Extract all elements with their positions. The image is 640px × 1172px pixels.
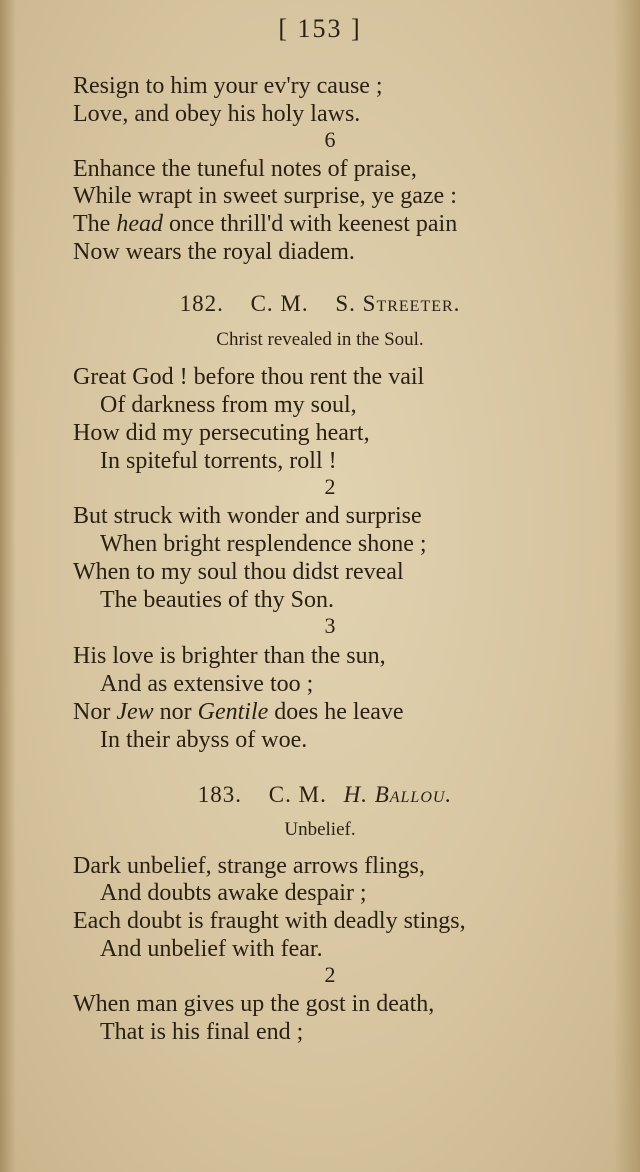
- verse-line: [73, 210, 457, 238]
- text-fragment: does he leave: [268, 699, 404, 725]
- text-fragment: The: [73, 211, 117, 237]
- verse-line: And unbelief with fear.: [100, 936, 323, 962]
- page-edge-left: [0, 0, 16, 1172]
- hymn-number: 182.: [179, 291, 224, 316]
- hymn-subtitle: Christ revealed in the Soul.: [216, 329, 424, 350]
- verse-line: Of darkness from my soul,: [100, 392, 357, 418]
- italic-word: Jew: [116, 699, 154, 725]
- verse-line: When bright resplendence shone ;: [100, 531, 427, 557]
- page-number: [ 153 ]: [278, 14, 362, 43]
- verse-line: That is his final end ;: [100, 1019, 304, 1045]
- page-edge-right: [614, 0, 640, 1172]
- verse-line: Love, and obey his holy laws.: [73, 101, 361, 127]
- italic-word: Gentile: [197, 699, 269, 725]
- italic-word: head: [116, 211, 163, 237]
- verse-number: 6: [324, 127, 336, 152]
- text-fragment: Nor: [73, 699, 117, 725]
- verse-line: Now wears the royal diadem.: [73, 239, 355, 265]
- verse-line: When to my soul thou didst reveal: [73, 559, 404, 585]
- verse-line: In their abyss of woe.: [100, 727, 308, 753]
- verse-line: Great God ! before thou rent the vail: [73, 364, 425, 390]
- verse-line: Enhance the tuneful notes of praise,: [73, 156, 417, 182]
- hymn-heading: [0, 782, 640, 808]
- hymn-heading: [0, 291, 640, 317]
- verse-line: Each doubt is fraught with deadly stings,: [73, 908, 466, 934]
- verse-line: His love is brighter than the sun,: [73, 643, 386, 669]
- verse-line: While wrapt in sweet surprise, ye gaze :: [73, 183, 457, 209]
- hymn-author: H. Ballou.: [343, 782, 453, 807]
- text-fragment: once thrill'd with keenest pain: [162, 211, 458, 237]
- verse-number: 2: [324, 474, 336, 499]
- hymn-number: 183.: [197, 782, 243, 807]
- verse-line: And as extensive too ;: [100, 671, 314, 697]
- verse-line: How did my persecuting heart,: [73, 420, 370, 446]
- verse-line: In spiteful torrents, roll !: [100, 448, 337, 474]
- verse-line: And doubts awake despair ;: [100, 880, 367, 906]
- verse-number: 3: [324, 613, 336, 638]
- verse-line: But struck with wonder and surprise: [73, 503, 422, 529]
- verse-line: The beauties of thy Son.: [100, 587, 334, 613]
- hymn-subtitle: Unbelief.: [284, 819, 356, 840]
- verse-line: When man gives up the gost in death,: [73, 991, 435, 1017]
- verse-line: [73, 698, 404, 726]
- hymn-meter: C. M.: [268, 782, 327, 807]
- verse-line: Dark unbelief, strange arrows flings,: [73, 853, 425, 879]
- text-fragment: nor: [153, 699, 198, 725]
- verse-number: 2: [324, 962, 336, 987]
- hymn-author: S. Streeter.: [335, 291, 461, 316]
- hymn-meter: C. M.: [250, 291, 309, 316]
- verse-line: Resign to him your ev'ry cause ;: [73, 73, 383, 99]
